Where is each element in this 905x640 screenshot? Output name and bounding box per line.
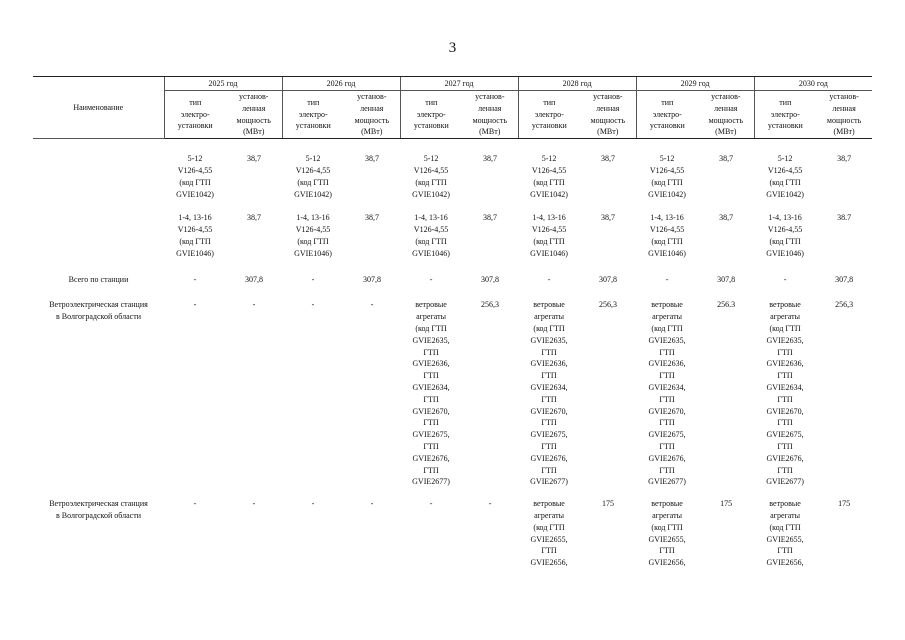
unit-type-cell: - xyxy=(193,300,197,310)
unit-type-cell: 1-4, 13-16 V126-4,55 (код ГТП GVIE1046) xyxy=(530,213,568,258)
capacity-cell: - xyxy=(370,300,374,310)
unit-type-cell: 5-12 V126-4,55 (код ГТП GVIE1042) xyxy=(412,154,450,199)
spacer-row xyxy=(33,139,872,154)
table-row xyxy=(33,212,872,273)
unit-type-cell: ветровые агрегаты (код ГТП GVIE2635, ГТП GVIE2636, ГТП GVIE2634, ГТП GVIE2670, ГТП GVIE2675, ГТП GVIE2676, ГТП GVIE2677) xyxy=(530,300,568,487)
capacity-cell: 307,8 xyxy=(599,274,618,284)
unit-type-cell: - xyxy=(429,499,433,509)
table-row xyxy=(33,498,872,569)
column-header-capacity: установ- ленная мощность (МВт) xyxy=(816,91,872,139)
station-name-cell: Ветроэлектрическая станция в Волгоградской области xyxy=(49,499,148,520)
column-header-capacity: установ- ленная мощность (МВт) xyxy=(344,91,400,139)
capacity-cell: 307,8 xyxy=(481,274,500,284)
unit-type-cell: ветровые агрегаты (код ГТП GVIE2635, ГТП GVIE2636, ГТП GVIE2634, ГТП GVIE2670, ГТП GVIE2675, ГТП GVIE2676, ГТП GVIE2677) xyxy=(412,300,450,487)
unit-type-cell: 5-12 V126-4,55 (код ГТП GVIE1042) xyxy=(766,154,804,199)
capacity-cell: 256,3 xyxy=(481,300,500,310)
station-name-cell: Ветроэлектрическая станция в Волгоградской области xyxy=(49,300,148,322)
capacity-cell: 256,3 xyxy=(599,300,618,310)
unit-type-cell: 5-12 V126-4,55 (код ГТП GVIE1042) xyxy=(530,154,568,199)
column-header-type: тип электро- установки xyxy=(282,91,344,139)
column-header-type: тип электро- установки xyxy=(754,91,816,139)
column-header-year: 2029 год xyxy=(636,77,754,91)
capacity-cell: 307,8 xyxy=(717,274,736,284)
unit-type-cell: 5-12 V126-4,55 (код ГТП GVIE1042) xyxy=(176,154,214,199)
capacity-cell: - xyxy=(252,499,256,509)
station-name-cell: Всего по станции xyxy=(68,274,129,284)
unit-type-cell: ветровые агрегаты (код ГТП GVIE2635, ГТП GVIE2636, ГТП GVIE2634, ГТП GVIE2670, ГТП GVIE2675, ГТП GVIE2676, ГТП GVIE2677) xyxy=(648,300,686,487)
column-header-year: 2026 год xyxy=(282,77,400,91)
page-number: 3 xyxy=(448,40,457,56)
unit-type-cell: - xyxy=(429,274,433,284)
capacity-cell: 38,7 xyxy=(247,154,261,164)
capacity-cell: 175 xyxy=(720,499,733,509)
capacity-cell: - xyxy=(252,300,256,310)
capacity-cell: 38,7 xyxy=(483,154,498,164)
column-header-type: тип электро- установки xyxy=(164,91,226,139)
capacity-cell: - xyxy=(488,499,492,509)
unit-type-cell: - xyxy=(193,274,197,284)
capacity-cell: 307,8 xyxy=(835,274,854,284)
capacity-cell: 256.3 xyxy=(717,300,736,310)
capacity-cell: 175 xyxy=(838,499,851,509)
capacity-cell: 38,7 xyxy=(483,213,498,223)
column-header-type: тип электро- установки xyxy=(518,91,580,139)
unit-type-cell: 5-12 V126-4,55 (код ГТП GVIE1042) xyxy=(648,154,686,199)
capacity-table xyxy=(33,76,872,569)
unit-type-cell: 1-4, 13-16 V126-4,55 (код ГТП GVIE1046) xyxy=(766,213,804,258)
capacity-cell: 307,8 xyxy=(245,274,263,284)
unit-type-cell: ветровые агрегаты (код ГТП GVIE2655, ГТП GVIE2656, xyxy=(648,499,686,568)
table-row xyxy=(33,274,872,300)
column-header-year: 2027 год xyxy=(400,77,518,91)
unit-type-cell: ветровые агрегаты (код ГТП GVIE2635, ГТП GVIE2636, ГТП GVIE2634, ГТП GVIE2670, ГТП GVIE2675, ГТП GVIE2676, ГТП GVIE2677) xyxy=(766,300,804,487)
capacity-cell: 38,7 xyxy=(837,154,852,164)
capacity-cell: 38.7 xyxy=(837,213,852,223)
capacity-cell: 256,3 xyxy=(835,300,854,310)
capacity-cell: 307,8 xyxy=(363,274,382,284)
unit-type-cell: - xyxy=(547,274,551,284)
unit-type-cell: 1-4, 13-16 V126-4,55 (код ГТП GVIE1046) xyxy=(176,213,214,258)
capacity-cell: 38,7 xyxy=(365,213,380,223)
column-header-name: Наименование xyxy=(33,77,164,139)
table-row xyxy=(33,299,872,498)
column-header-capacity: установ- ленная мощность (МВт) xyxy=(462,91,518,139)
capacity-cell: 38,7 xyxy=(247,213,261,223)
unit-type-cell: 5-12 V126-4,55 (код ГТП GVIE1042) xyxy=(294,154,332,199)
capacity-cell: 38,7 xyxy=(719,213,734,223)
capacity-cell: 38,7 xyxy=(601,154,616,164)
column-header-year: 2030 год xyxy=(754,77,872,91)
unit-type-cell: ветровые агрегаты (код ГТП GVIE2655, ГТП GVIE2656, xyxy=(766,499,804,568)
table-row xyxy=(33,153,872,212)
capacity-cell: 38,7 xyxy=(719,154,734,164)
column-header-type: тип электро- установки xyxy=(400,91,462,139)
unit-type-cell: 1-4, 13-16 V126-4,55 (код ГТП GVIE1046) xyxy=(294,213,332,258)
unit-type-cell: 1-4, 13-16 V126-4,55 (код ГТП GVIE1046) xyxy=(412,213,450,258)
column-header-capacity: установ- ленная мощность (МВт) xyxy=(698,91,754,139)
unit-type-cell: - xyxy=(311,499,315,509)
capacity-cell: 175 xyxy=(602,499,615,509)
table-header-years xyxy=(33,77,872,91)
unit-type-cell: - xyxy=(665,274,669,284)
capacity-cell: - xyxy=(370,499,374,509)
unit-type-cell: - xyxy=(311,274,315,284)
column-header-capacity: установ- ленная мощность (МВт) xyxy=(580,91,636,139)
unit-type-cell: 1-4, 13-16 V126-4,55 (код ГТП GVIE1046) xyxy=(648,213,686,258)
capacity-cell: 38,7 xyxy=(365,154,380,164)
station-name-cell xyxy=(33,153,164,212)
column-header-capacity: установ- ленная мощность (МВт) xyxy=(226,91,282,139)
unit-type-cell: - xyxy=(783,274,787,284)
capacity-cell: 38,7 xyxy=(601,213,616,223)
unit-type-cell: ветровые агрегаты (код ГТП GVIE2655, ГТП GVIE2656, xyxy=(530,499,568,568)
unit-type-cell: - xyxy=(193,499,197,509)
column-header-year: 2028 год xyxy=(518,77,636,91)
unit-type-cell: - xyxy=(311,300,315,310)
column-header-year: 2025 год xyxy=(164,77,282,91)
station-name-cell xyxy=(33,212,164,273)
column-header-type: тип электро- установки xyxy=(636,91,698,139)
